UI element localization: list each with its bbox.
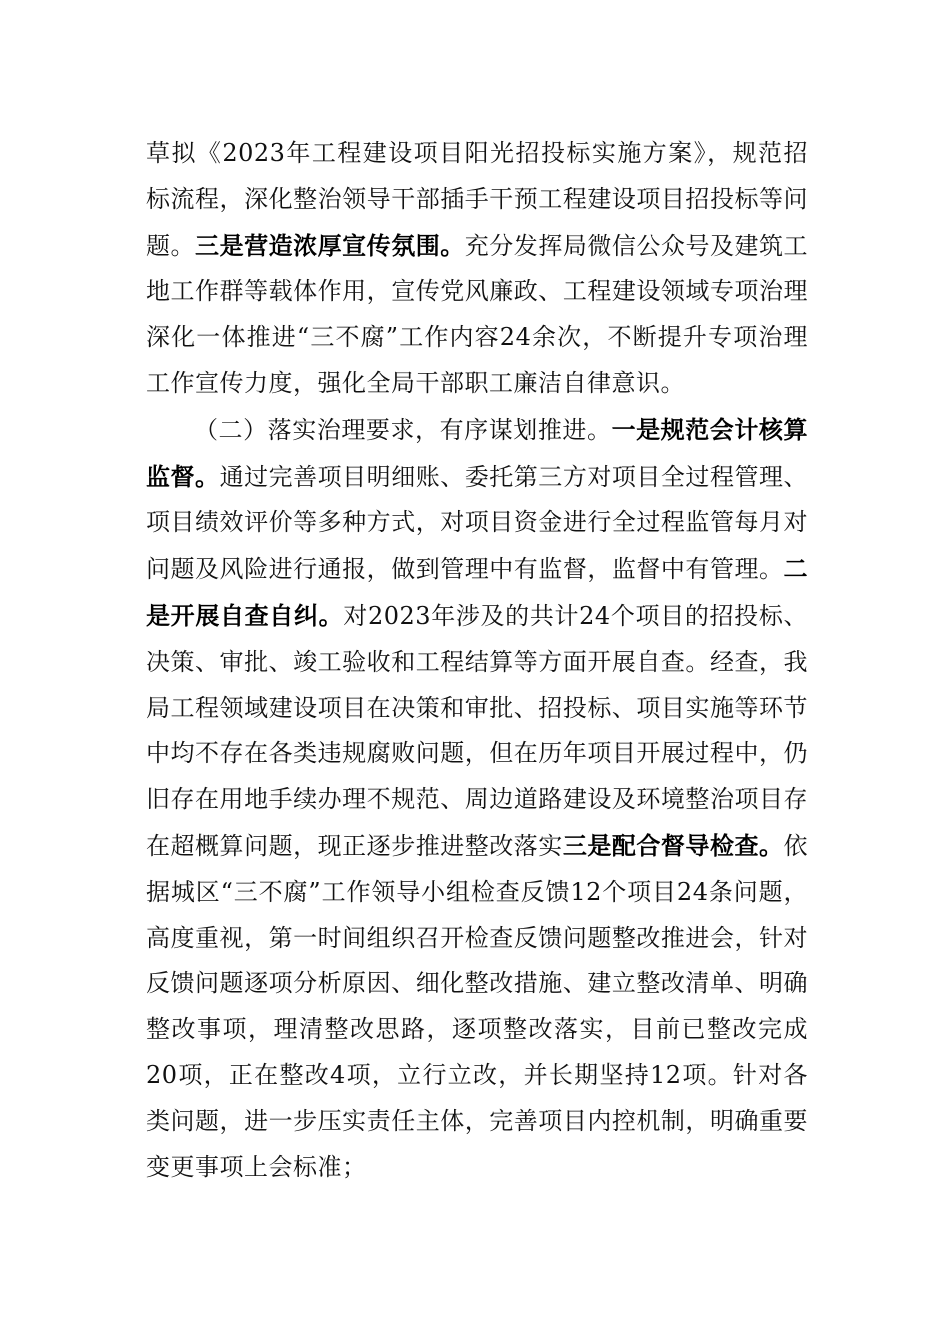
paragraph-text: 依据城区“三不腐”工作领导小组检查反馈12个项目24条问题，高度重视，第一时间组织召开检查反馈问题整改推进会，针对反馈问题逐项分析原因、细化整改措施、建立整改清单、明确整改事项，理清整改思路，逐项整改落实，目前已整改完成20项，正在整改4项，立行立改，并长期坚持12项。针对各类问题，进一步压实责任主体，完善项目内控机制，明确重要变更事项上会标准； — [146, 831, 809, 1181]
paragraph-text: 通过完善项目明细账、委托第三方对项目全过程管理、项目绩效评价等多种方式，对项目资金进行全过程监管每月对问题及风险进行通报，做到管理中有监督，监督中有管理。 — [146, 462, 809, 584]
bold-heading-two: 二是开展自查自纠。 — [146, 554, 808, 630]
paragraph-section-two — [146, 407, 808, 1191]
paragraph-text: 对2023年涉及的共计24个项目的招投标、决策、审批、竣工验收和工程结算等方面开展自查。经查，我局工程领域建设项目在决策和审批、招投标、项目实施等环节中均不存在各类违规腐败问题，但在历年项目开展过程中，仍旧存在用地手续办理不规范、周边道路建设及环境整治项目存在超概算问题，现正逐步推进整改落实 — [146, 601, 808, 860]
document-body — [146, 131, 808, 1190]
bold-heading-three: 三是配合督导检查。 — [562, 830, 784, 860]
paragraph-text: 草拟《2023年工程建设项目阳光招投标实施方案》，规范招标流程，深化整治领导干部插手干预工程建设项目招投标等问题。 — [146, 139, 808, 260]
paragraph-text: 充分发挥局微信公众号及建筑工地工作群等载体作用，宣传党风廉政、工程建设领域专项治理深化一体推进“三不腐”工作内容24余次，不断提升专项治理工作宣传力度，强化全局干部职工廉洁自律意识。 — [146, 231, 809, 397]
bold-heading-one: 一是规范会计核算监督。 — [146, 414, 808, 491]
section-heading: （二）落实治理要求，有序谋划推进。 — [194, 415, 612, 444]
paragraph-continuation — [146, 131, 808, 407]
bold-heading-three: 三是营造浓厚宣传氛围。 — [195, 230, 465, 260]
